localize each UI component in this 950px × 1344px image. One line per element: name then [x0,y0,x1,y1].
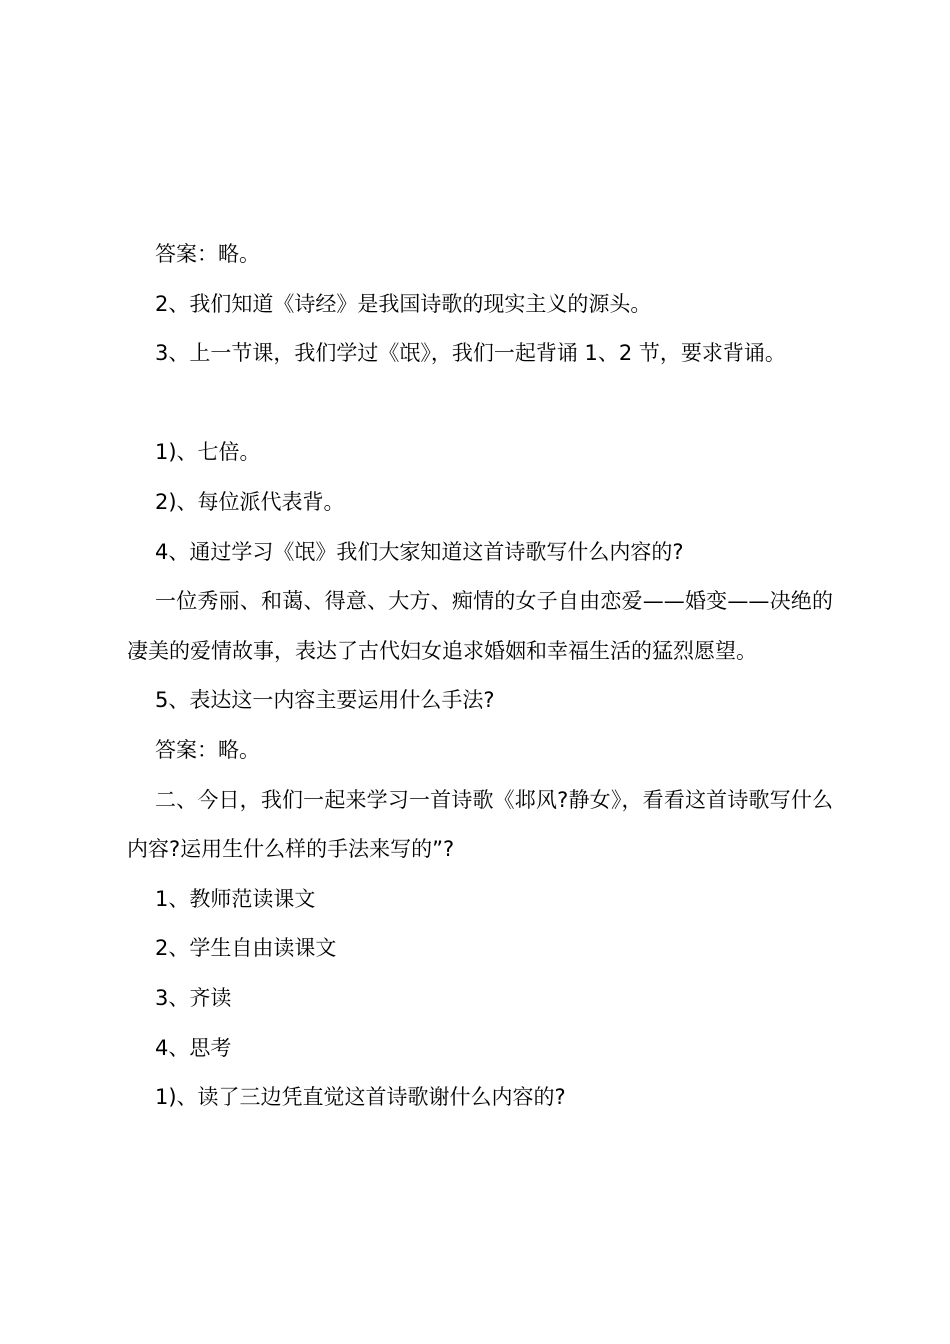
blank-line [127,379,833,429]
paragraph-subitem-2: 2)、每位派代表背。 [155,489,345,514]
paragraph-item-4: 4、通过学习《氓》我们大家知道这首诗歌写什么内容的? [155,539,684,564]
paragraph-question-1: 1)、读了三边凭直觉这首诗歌谢什么内容的? [155,1085,566,1110]
paragraph-section-two: 二、今日，我们一起来学习一首诗歌《邶风?静女》，看看这首诗歌写什么内容?运用生什么样的手法来写的”? [127,787,833,862]
paragraph-step-2: 2、学生自由读课文 [155,936,337,961]
paragraph-step-3: 3、齐读 [155,985,232,1010]
paragraph-answer-1: 答案：略。 [155,242,260,266]
paragraph-step-4: 4、思考 [155,1035,232,1060]
paragraph-item-5: 5、表达这一内容主要运用什么手法? [155,688,495,713]
document-body [127,230,833,1123]
paragraph-answer-2: 答案：略。 [155,737,260,762]
paragraph-item-2: 2、我们知道《诗经》是我国诗歌的现实主义的源头。 [155,291,652,316]
paragraph-subitem-1: 1)、七倍。 [155,440,261,465]
paragraph-step-1: 1、教师范读课文 [155,886,316,911]
paragraph-item-3: 3、上一节课，我们学过《氓》，我们一起背诵 1、2 节，要求背诵。 [155,341,786,366]
paragraph-story-summary: 一位秀丽、和蔼、得意、大方、痴情的女子自由恋爱——婚变——决绝的凄美的爱情故事，表达了古代妇女追求婚姻和幸福生活的猛烈愿望。 [127,589,833,663]
